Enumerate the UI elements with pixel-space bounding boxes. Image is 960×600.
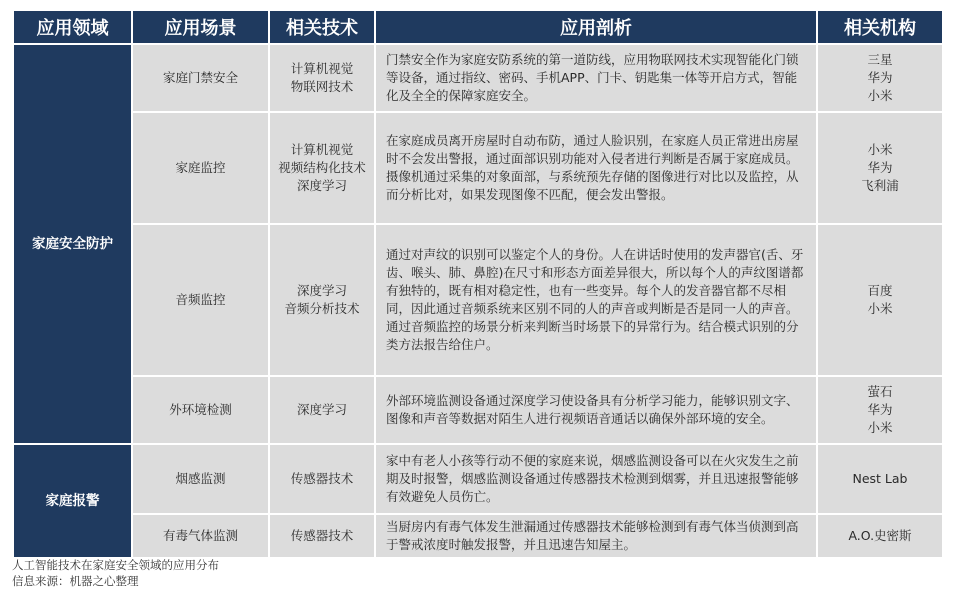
org-item: 萤石: [867, 384, 893, 399]
footnotes: [12, 557, 219, 589]
table-wrapper: [12, 9, 942, 559]
analysis-cell: 家中有老人小孩等行动不便的家庭来说，烟感监测设备可以在火灾发生之前期及时报警，烟感监测设备通过传感器技术检测到烟雾，并且迅速报警能够有效避免人员伤亡。: [375, 444, 817, 514]
org-item: 小米: [867, 301, 893, 316]
tech-item: 深度学习: [296, 283, 347, 298]
org-item: 华为: [867, 70, 893, 85]
table-row: [13, 44, 943, 112]
header-domain: 应用领域: [13, 10, 132, 44]
table-row: [13, 444, 943, 514]
application-table: [12, 9, 944, 559]
header-tech: 相关技术: [269, 10, 375, 44]
domain-cell: 家庭报警: [13, 444, 132, 558]
analysis-cell: 外部环境监测设备通过深度学习使设备具有分析学习能力，能够识别文字、图像和声音等数据对陌生人进行视频语音通话以确保外部环境的安全。: [375, 376, 817, 444]
header-scene: 应用场景: [132, 10, 269, 44]
tech-item: 传感器技术: [290, 471, 354, 486]
analysis-cell: 在家庭成员离开房屋时自动布防，通过人脸识别，在家庭人员正常进出房屋时不会发出警报，通过面部识别功能对入侵者进行判断是否属于家庭成员。摄像机通过采集的对象面部，与系统预先存储的图像进行对比以及监控，从而分析比对，如果发现图像不匹配，便会发出警报。: [375, 112, 817, 224]
tech-cell: [269, 376, 375, 444]
analysis-cell: 通过对声纹的识别可以鉴定个人的身份。人在讲话时使用的发声器官(舌、牙齿、喉头、肺、鼻腔)在尺寸和形态方面差异很大，所以每个人的声纹图谱都有独特的，既有相对稳定性，也有一些变异。每个人的发音器官都不尽相同，因此通过音频系统来区别不同的人的声音或判断是否是同一人的声音。通过音频监控的场景分析来判断当时场景下的异常行为。结合模式识别的分类方法报告给住户。: [375, 224, 817, 376]
tech-item: 传感器技术: [290, 528, 354, 543]
table-row: [13, 376, 943, 444]
tech-item: 音频分析技术: [284, 301, 360, 316]
tech-item: 计算机视觉: [290, 142, 354, 157]
scene-cell: 烟感监测: [132, 444, 269, 514]
table-caption: 人工智能技术在家庭安全领域的应用分布: [12, 558, 219, 572]
org-cell: [817, 112, 943, 224]
tech-cell: [269, 112, 375, 224]
org-cell: [817, 444, 943, 514]
org-item: 华为: [867, 160, 893, 175]
scene-cell: 外环境检测: [132, 376, 269, 444]
tech-item: 视频结构化技术: [278, 160, 366, 175]
tech-item: 物联网技术: [290, 79, 354, 94]
org-item: 华为: [867, 402, 893, 417]
analysis-cell: 门禁安全作为家庭安防系统的第一道防线，应用物联网技术实现智能化门锁等设备，通过指纹、密码、手机APP、门卡、钥匙集一体等开启方式，智能化及全全的保障家庭安全。: [375, 44, 817, 112]
table-row: [13, 112, 943, 224]
header-analysis: 应用剖析: [375, 10, 817, 44]
org-cell: [817, 224, 943, 376]
tech-cell: [269, 444, 375, 514]
org-item: A.O.史密斯: [848, 528, 912, 543]
domain-cell: 家庭安全防护: [13, 44, 132, 444]
org-cell: [817, 514, 943, 558]
org-item: 小米: [867, 88, 893, 103]
table-row: [13, 514, 943, 558]
analysis-cell: 当厨房内有毒气体发生泄漏通过传感器技术能够检测到有毒气体当侦测到高于警戒浓度时触发报警，并且迅速告知屋主。: [375, 514, 817, 558]
source-note: 信息来源：机器之心整理: [12, 574, 139, 588]
tech-item: 深度学习: [296, 178, 347, 193]
tech-item: 深度学习: [296, 402, 347, 417]
org-item: 三星: [867, 52, 893, 67]
scene-cell: 音频监控: [132, 224, 269, 376]
scene-cell: 家庭门禁安全: [132, 44, 269, 112]
tech-cell: [269, 44, 375, 112]
org-item: Nest Lab: [852, 471, 908, 486]
table-row: [13, 224, 943, 376]
header-row: [13, 10, 943, 44]
scene-cell: 家庭监控: [132, 112, 269, 224]
org-cell: [817, 44, 943, 112]
header-orgs: 相关机构: [817, 10, 943, 44]
scene-cell: 有毒气体监测: [132, 514, 269, 558]
tech-cell: [269, 514, 375, 558]
org-item: 小米: [867, 142, 893, 157]
tech-item: 计算机视觉: [290, 61, 354, 76]
tech-cell: [269, 224, 375, 376]
org-item: 小米: [867, 420, 893, 435]
org-item: 飞利浦: [861, 178, 899, 193]
org-cell: [817, 376, 943, 444]
org-item: 百度: [867, 283, 893, 298]
